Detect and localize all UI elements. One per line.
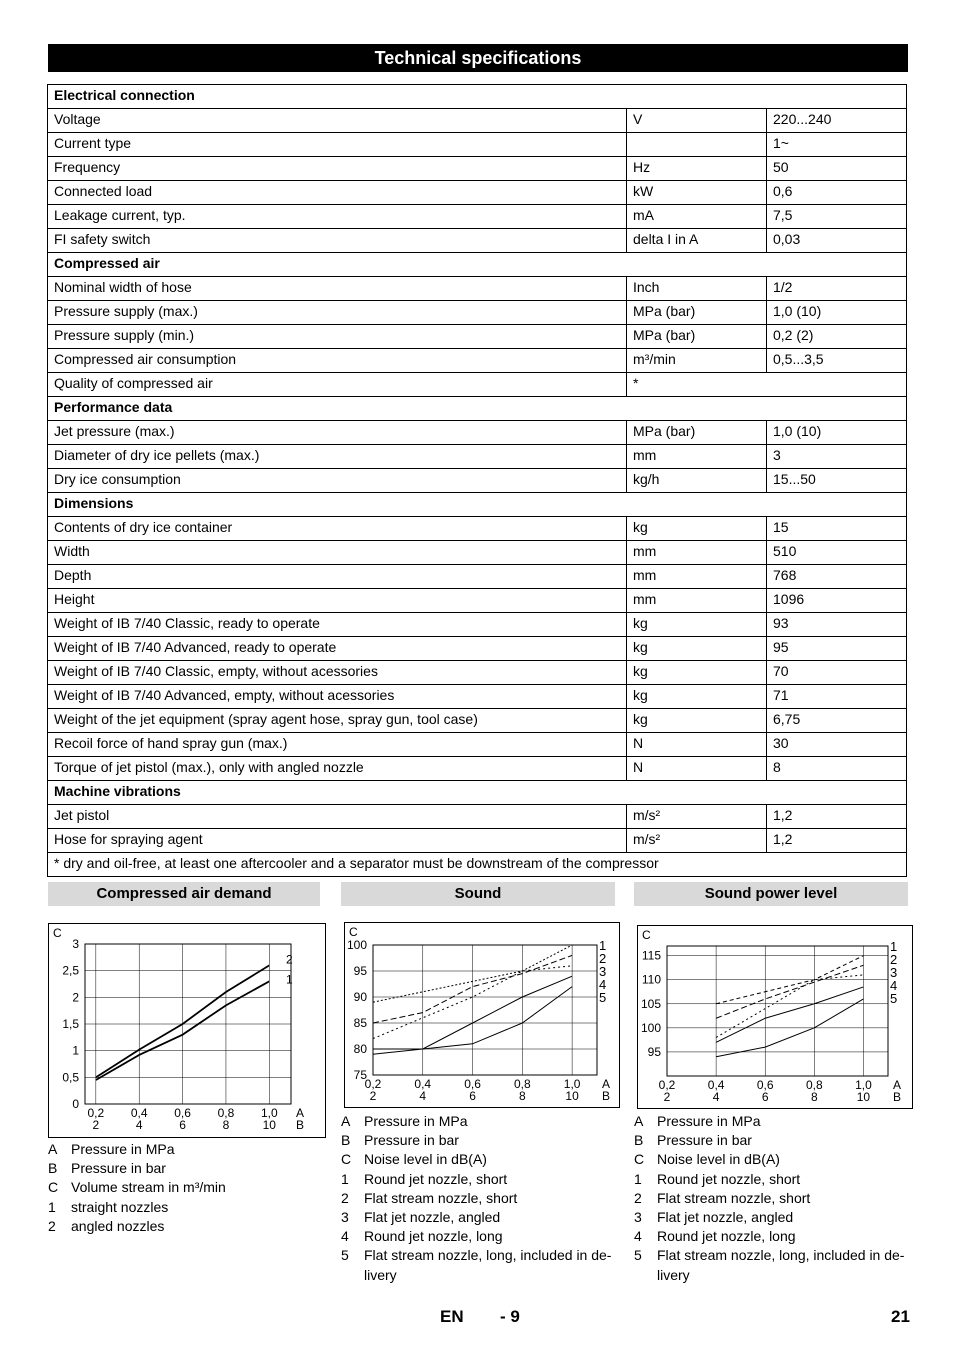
spec-label: Dry ice consumption <box>48 469 627 493</box>
legend-item <box>341 1170 621 1189</box>
legend-key: 4 <box>341 1228 349 1245</box>
spec-row <box>48 397 907 421</box>
legend-item <box>48 1198 328 1217</box>
legend-key: 3 <box>634 1209 642 1226</box>
legend-text: Noise level in dB(A) <box>657 1151 780 1168</box>
spec-row <box>48 757 907 781</box>
legend-key: C <box>48 1179 59 1196</box>
section-air-demand: Compressed air demand <box>48 882 320 906</box>
series-label: 1 <box>890 939 898 954</box>
series-label: 1 <box>599 938 607 953</box>
y-tick-label: 100 <box>640 1020 661 1035</box>
x-tick-label: 1,0 <box>260 1106 278 1120</box>
spec-row <box>48 373 907 397</box>
legend-text: Round jet nozzle, short <box>364 1170 508 1187</box>
spec-row <box>48 661 907 685</box>
series-label: 1 <box>286 972 293 987</box>
legend-item <box>341 1189 621 1208</box>
x-tick-label: 0,6 <box>464 1077 481 1091</box>
y-tick-label: 105 <box>640 996 661 1011</box>
x2-tick-label: 2 <box>369 1089 377 1103</box>
legend-key: B <box>341 1132 351 1149</box>
legend-text: Volume stream in m³/min <box>71 1179 226 1196</box>
spec-label: Weight of IB 7/40 Classic, ready to operate <box>48 613 627 637</box>
legend-key: A <box>634 1113 644 1129</box>
spec-row <box>48 205 907 229</box>
x2-tick-label: 8 <box>222 1118 230 1132</box>
spec-label: Height <box>48 589 627 613</box>
legend-key: 5 <box>634 1247 642 1264</box>
spec-unit: mm <box>627 565 767 589</box>
x2-tick-label: 6 <box>469 1089 476 1103</box>
legend-key: 2 <box>48 1217 56 1234</box>
y-tick-label: 3 <box>72 937 79 951</box>
legend-item <box>48 1217 328 1236</box>
x-tick-label: 0,2 <box>658 1078 676 1092</box>
spec-row <box>48 829 907 853</box>
legend-key: 2 <box>634 1189 642 1206</box>
spec-unit: delta I in A <box>627 229 767 253</box>
legend-item <box>634 1131 914 1150</box>
x2-axis-letter: B <box>893 1090 902 1104</box>
y-tick-label: 2,5 <box>62 963 79 978</box>
legend-item <box>48 1140 328 1159</box>
spec-unit: kg <box>627 613 767 637</box>
y-tick-label: 80 <box>353 1042 367 1056</box>
spec-label: Hose for spraying agent <box>48 829 627 853</box>
x-axis-letter: A <box>602 1077 611 1091</box>
chart-sound-power <box>637 925 913 1109</box>
x2-tick-label: 10 <box>565 1089 579 1103</box>
legend-key: B <box>48 1160 58 1177</box>
spec-label: Recoil force of hand spray gun (max.) <box>48 733 627 757</box>
legend-air-demand <box>48 1140 328 1236</box>
spec-unit: MPa (bar) <box>627 421 767 445</box>
x-axis-letter: A <box>893 1078 902 1092</box>
spec-unit: kW <box>627 181 767 205</box>
x-tick-label: 0,8 <box>217 1106 235 1120</box>
spec-row <box>48 301 907 325</box>
legend-text: angled nozzles <box>71 1217 165 1234</box>
spec-row <box>48 517 907 541</box>
y-tick-label: 115 <box>641 948 661 963</box>
legend-sound <box>341 1112 621 1285</box>
spec-label: Frequency <box>48 157 627 181</box>
legend-text: straight nozzles <box>71 1198 169 1215</box>
y-tick-label: 110 <box>641 972 661 987</box>
legend-text: Flat stream nozzle, long, included in de-livery <box>364 1247 612 1283</box>
spec-row <box>48 421 907 445</box>
legend-item <box>341 1112 621 1131</box>
spec-value: 1,2 <box>767 805 907 829</box>
spec-value: 93 <box>767 613 907 637</box>
spec-unit: mm <box>627 589 767 613</box>
spec-label: Nominal width of hose <box>48 277 627 301</box>
spec-row <box>48 253 907 277</box>
plot-frame <box>667 946 888 1076</box>
x2-axis-letter: B <box>296 1118 305 1132</box>
legend-key: 4 <box>634 1228 642 1245</box>
spec-row <box>48 445 907 469</box>
legend-text: Flat stream nozzle, short <box>657 1189 811 1206</box>
section-sound: Sound <box>341 882 615 906</box>
spec-row <box>48 613 907 637</box>
spec-section-header: Compressed air <box>48 253 907 277</box>
spec-value: 15 <box>767 517 907 541</box>
x2-tick-label: 4 <box>712 1090 720 1104</box>
y-tick-label: 90 <box>353 990 367 1004</box>
legend-item <box>341 1227 621 1246</box>
y-tick-label: 85 <box>353 1016 367 1030</box>
legend-key: C <box>341 1151 352 1168</box>
spec-unit: kg/h <box>627 469 767 493</box>
spec-label: Weight of IB 7/40 Classic, empty, without acessories <box>48 661 627 685</box>
page-title: Technical specifications <box>48 44 908 72</box>
spec-row <box>48 805 907 829</box>
spec-label: Jet pressure (max.) <box>48 421 627 445</box>
legend-text: Noise level in dB(A) <box>364 1151 487 1168</box>
legend-item <box>634 1170 914 1189</box>
legend-key: C <box>634 1151 645 1168</box>
legend-text: Pressure in MPa <box>71 1141 175 1157</box>
spec-row <box>48 685 907 709</box>
series-label: 2 <box>890 952 898 967</box>
series-label: 4 <box>890 978 898 993</box>
spec-value: 6,75 <box>767 709 907 733</box>
legend-key: A <box>48 1141 58 1157</box>
plot-frame <box>373 945 597 1075</box>
spec-value: 1,0 (10) <box>767 421 907 445</box>
legend-key: 3 <box>341 1209 349 1226</box>
spec-label: Quality of compressed air <box>48 373 627 397</box>
x-tick-label: 0,8 <box>805 1078 823 1092</box>
legend-text: Flat stream nozzle, long, included in de-livery <box>657 1247 905 1283</box>
spec-row <box>48 589 907 613</box>
legend-key: 5 <box>341 1247 349 1264</box>
spec-row <box>48 133 907 157</box>
spec-unit: mm <box>627 541 767 565</box>
spec-value: 8 <box>767 757 907 781</box>
legend-item <box>341 1246 621 1284</box>
x-tick-label: 0,8 <box>513 1077 531 1091</box>
spec-label: Pressure supply (max.) <box>48 301 627 325</box>
spec-value: 3 <box>767 445 907 469</box>
spec-footnote: * dry and oil-free, at least one aftercooler and a separator must be downstream of the compressor <box>48 853 907 877</box>
y-tick-label: 0,5 <box>62 1070 79 1085</box>
x2-tick-label: 10 <box>262 1118 276 1132</box>
spec-label: Jet pistol <box>48 805 627 829</box>
spec-row <box>48 229 907 253</box>
x-tick-label: 0,6 <box>174 1106 191 1120</box>
legend-item <box>634 1227 914 1246</box>
legend-item <box>634 1189 914 1208</box>
chart-air-demand <box>48 923 326 1138</box>
legend-key: 1 <box>48 1198 56 1215</box>
spec-unit: N <box>627 757 767 781</box>
series-label: 3 <box>890 965 898 980</box>
legend-item <box>48 1159 328 1178</box>
spec-value: 95 <box>767 637 907 661</box>
spec-label: Torque of jet pistol (max.), only with angled nozzle <box>48 757 627 781</box>
spec-value: 0,2 (2) <box>767 325 907 349</box>
spec-label: Current type <box>48 133 627 157</box>
legend-key: 1 <box>341 1170 349 1187</box>
x2-tick-label: 6 <box>179 1118 186 1132</box>
legend-text: Round jet nozzle, long <box>657 1228 796 1245</box>
legend-text: Flat jet nozzle, angled <box>657 1209 794 1226</box>
x-tick-label: 0,4 <box>414 1077 432 1091</box>
spec-value: 7,5 <box>767 205 907 229</box>
footer-page: - 9 <box>500 1307 520 1326</box>
spec-unit: kg <box>627 661 767 685</box>
y-axis-letter: C <box>53 926 62 940</box>
legend-key: 2 <box>341 1189 349 1206</box>
spec-label: Contents of dry ice container <box>48 517 627 541</box>
x2-tick-label: 4 <box>135 1118 143 1132</box>
y-tick-label: 0 <box>72 1097 79 1111</box>
spec-label: Weight of IB 7/40 Advanced, empty, without acessories <box>48 685 627 709</box>
series-label: 2 <box>286 952 293 967</box>
spec-row <box>48 277 907 301</box>
spec-value: 1~ <box>767 133 907 157</box>
spec-row <box>48 325 907 349</box>
spec-unit <box>627 133 767 157</box>
y-tick-label: 100 <box>346 938 367 952</box>
x-tick-label: 0,6 <box>756 1078 774 1092</box>
spec-value: 15...50 <box>767 469 907 493</box>
spec-row <box>48 781 907 805</box>
spec-unit: N <box>627 733 767 757</box>
legend-key: B <box>634 1132 644 1149</box>
footer-lang: EN <box>440 1307 464 1326</box>
series-label: 3 <box>599 964 607 979</box>
spec-value: 1,2 <box>767 829 907 853</box>
x-tick-label: 1,0 <box>563 1077 581 1091</box>
x2-tick-label: 2 <box>92 1118 100 1132</box>
spec-value: 1,0 (10) <box>767 301 907 325</box>
x-tick-label: 0,4 <box>707 1078 725 1092</box>
y-axis-letter: C <box>349 925 358 939</box>
legend-sound-power <box>634 1112 914 1285</box>
x2-tick-label: 4 <box>419 1089 427 1103</box>
legend-text: Pressure in bar <box>71 1160 166 1177</box>
legend-item <box>341 1208 621 1227</box>
series-label: 4 <box>599 977 607 992</box>
legend-text: Pressure in MPa <box>364 1113 468 1129</box>
spec-label: Depth <box>48 565 627 589</box>
chart-sound <box>344 922 620 1108</box>
x-tick-label: 0,2 <box>364 1077 382 1091</box>
spec-label: Pressure supply (min.) <box>48 325 627 349</box>
spec-value: 510 <box>767 541 907 565</box>
y-tick-label: 95 <box>353 964 367 978</box>
y-tick-label: 75 <box>353 1068 367 1082</box>
x-axis-letter: A <box>296 1106 305 1120</box>
spec-label: Weight of the jet equipment (spray agent hose, spray gun, tool case) <box>48 709 627 733</box>
spec-value: 1096 <box>767 589 907 613</box>
y-tick-label: 1 <box>72 1043 79 1058</box>
spec-row <box>48 157 907 181</box>
legend-text: Pressure in bar <box>364 1132 459 1149</box>
spec-row <box>48 541 907 565</box>
legend-text: Round jet nozzle, long <box>364 1228 503 1245</box>
spec-row <box>48 493 907 517</box>
spec-unit: * <box>627 373 907 397</box>
spec-section-header: Machine vibrations <box>48 781 907 805</box>
spec-row <box>48 181 907 205</box>
spec-row <box>48 637 907 661</box>
spec-row <box>48 733 907 757</box>
spec-unit: MPa (bar) <box>627 301 767 325</box>
legend-text: Flat jet nozzle, angled <box>364 1209 501 1226</box>
spec-value: 70 <box>767 661 907 685</box>
series-label: 2 <box>599 951 607 966</box>
legend-item <box>634 1246 914 1284</box>
spec-value: 0,6 <box>767 181 907 205</box>
spec-section-header: Dimensions <box>48 493 907 517</box>
x2-tick-label: 10 <box>856 1090 871 1104</box>
y-axis-letter: C <box>642 928 651 942</box>
spec-value: 0,03 <box>767 229 907 253</box>
spec-unit: kg <box>627 709 767 733</box>
series-line <box>716 987 863 1042</box>
x2-tick-label: 8 <box>810 1090 818 1104</box>
spec-row <box>48 709 907 733</box>
legend-key: 1 <box>634 1170 642 1187</box>
x-tick-label: 1,0 <box>855 1078 872 1092</box>
spec-unit: m/s² <box>627 805 767 829</box>
x2-tick-label: 6 <box>761 1090 769 1104</box>
legend-item <box>341 1131 621 1150</box>
legend-item <box>634 1208 914 1227</box>
spec-label: Connected load <box>48 181 627 205</box>
x-tick-label: 0,4 <box>130 1106 148 1120</box>
spec-unit: kg <box>627 685 767 709</box>
footer-page-number: 21 <box>891 1307 910 1326</box>
y-tick-label: 2 <box>72 990 79 1005</box>
x-tick-label: 0,2 <box>87 1106 105 1120</box>
x2-axis-letter: B <box>602 1089 611 1103</box>
spec-row <box>48 469 907 493</box>
spec-label: Diameter of dry ice pellets (max.) <box>48 445 627 469</box>
spec-label: Compressed air consumption <box>48 349 627 373</box>
spec-section-header: Performance data <box>48 397 907 421</box>
spec-unit: m³/min <box>627 349 767 373</box>
x2-tick-label: 8 <box>518 1089 526 1103</box>
spec-value: 30 <box>767 733 907 757</box>
spec-unit: mA <box>627 205 767 229</box>
spec-unit: kg <box>627 637 767 661</box>
section-sound-power: Sound power level <box>634 882 908 906</box>
spec-label: FI safety switch <box>48 229 627 253</box>
legend-text: Pressure in bar <box>657 1132 752 1149</box>
legend-key: A <box>341 1113 351 1129</box>
spec-unit: Hz <box>627 157 767 181</box>
spec-table <box>47 84 907 877</box>
spec-value: 768 <box>767 565 907 589</box>
legend-item <box>341 1150 621 1169</box>
spec-row <box>48 109 907 133</box>
y-tick-label: 1,5 <box>62 1017 79 1031</box>
legend-item <box>634 1150 914 1169</box>
spec-unit: m/s² <box>627 829 767 853</box>
legend-text: Pressure in MPa <box>657 1113 761 1129</box>
spec-value: 50 <box>767 157 907 181</box>
legend-text: Round jet nozzle, short <box>657 1170 801 1187</box>
spec-row <box>48 853 907 877</box>
spec-label: Leakage current, typ. <box>48 205 627 229</box>
spec-unit: Inch <box>627 277 767 301</box>
spec-row <box>48 349 907 373</box>
spec-value: 71 <box>767 685 907 709</box>
spec-row <box>48 85 907 109</box>
spec-section-header: Electrical connection <box>48 85 907 109</box>
spec-row <box>48 565 907 589</box>
spec-label: Voltage <box>48 109 627 133</box>
series-label: 5 <box>599 990 607 1005</box>
legend-item <box>634 1112 914 1131</box>
spec-unit: MPa (bar) <box>627 325 767 349</box>
legend-text: Flat stream nozzle, short <box>364 1189 518 1206</box>
series-label: 5 <box>890 991 898 1006</box>
x2-tick-label: 2 <box>663 1090 671 1104</box>
spec-unit: kg <box>627 517 767 541</box>
spec-value: 1/2 <box>767 277 907 301</box>
spec-unit: V <box>627 109 767 133</box>
spec-value: 220...240 <box>767 109 907 133</box>
y-tick-label: 95 <box>647 1044 661 1059</box>
series-line <box>716 965 863 1018</box>
spec-label: Width <box>48 541 627 565</box>
spec-value: 0,5...3,5 <box>767 349 907 373</box>
spec-unit: mm <box>627 445 767 469</box>
legend-item <box>48 1178 328 1197</box>
spec-label: Weight of IB 7/40 Advanced, ready to operate <box>48 637 627 661</box>
